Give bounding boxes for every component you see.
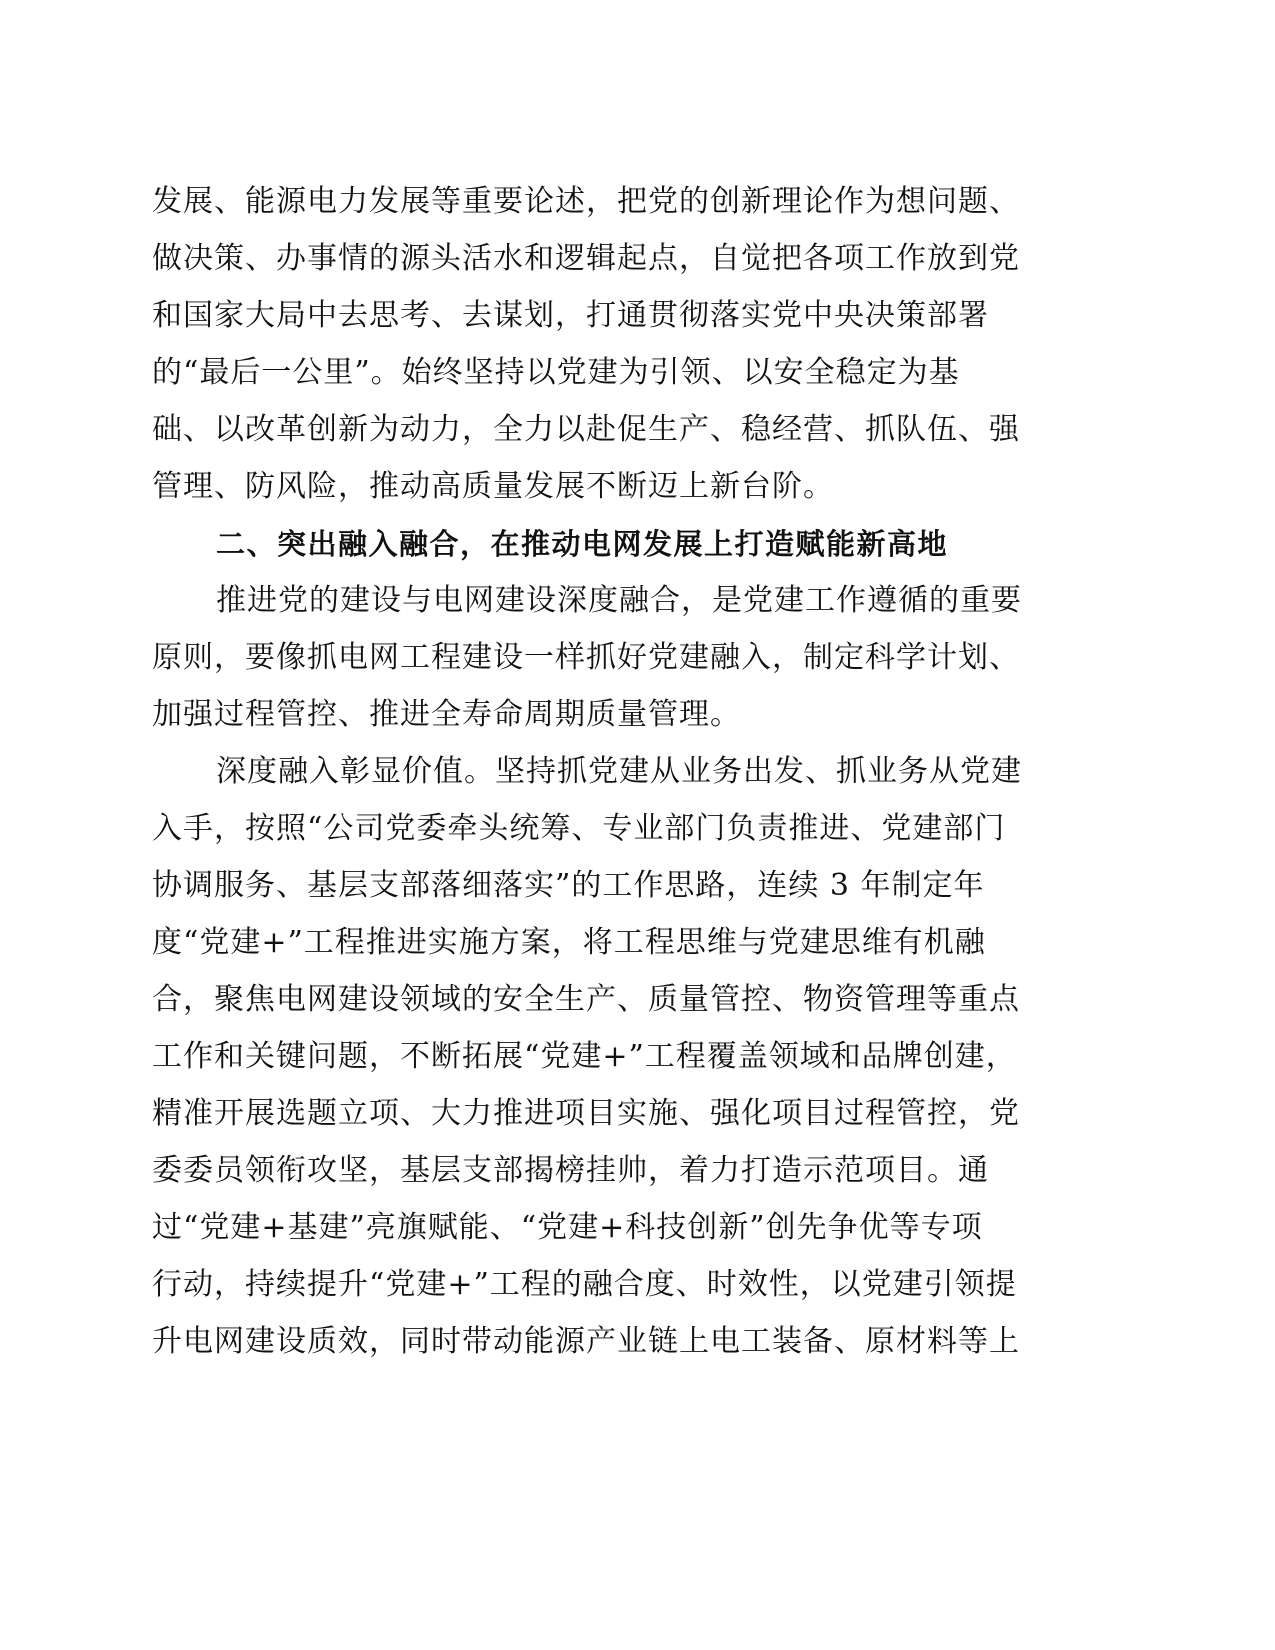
body-text-line: 原则，要像抓电网工程建设一样抓好党建融入，制定科学计划、	[152, 640, 1020, 675]
body-text-line: 合，聚焦电网建设领域的安全生产、质量管控、物资管理等重点	[152, 982, 1020, 1017]
body-text-line: 做决策、办事情的源头活水和逻辑起点，自觉把各项工作放到党	[152, 241, 1020, 276]
body-text-line: 和国家大局中去思考、去谋划，打通贯彻落实党中央决策部署	[152, 298, 989, 333]
body-text-line: 度“党建+”工程推进实施方案，将工程思维与党建思维有机融	[152, 925, 986, 960]
body-text-line: 行动，持续提升“党建+”工程的融合度、时效性，以党建引领提	[152, 1267, 1017, 1302]
body-text-line: 精准开展选题立项、大力推进项目实施、强化项目过程管控，党	[152, 1096, 1020, 1131]
body-text-line: 委委员领衔攻坚，基层支部揭榜挂帅，着力打造示范项目。通	[152, 1153, 989, 1188]
section-heading: 二、突出融入融合，在推动电网发展上打造赋能新高地	[216, 527, 949, 561]
body-text-line: 深度融入彰显价值。坚持抓党建从业务出发、抓业务从党建	[216, 754, 1022, 789]
body-text-line: 过“党建+基建”亮旗赋能、“党建+科技创新”创先争优等专项	[152, 1210, 983, 1245]
body-text-line: 推进党的建设与电网建设深度融合，是党建工作遵循的重要	[216, 583, 1022, 618]
body-text-line: 入手，按照“公司党委牵头统筹、专业部门负责推进、党建部门	[152, 811, 1006, 846]
body-text-line: 工作和关键问题，不断拓展“党建+”工程覆盖领域和品牌创建，	[152, 1039, 1017, 1074]
body-text-line: 发展、能源电力发展等重要论述，把党的创新理论作为想问题、	[152, 184, 1020, 219]
body-text-line: 加强过程管控、推进全寿命周期质量管理。	[152, 697, 741, 732]
body-text-line: 的“最后一公里”。始终坚持以党建为引领、以安全稳定为基	[152, 355, 960, 390]
body-text-line: 协调服务、基层支部落细落实”的工作思路，连续 3 年制定年	[152, 868, 985, 903]
body-text-line: 升电网建设质效，同时带动能源产业链上电工装备、原材料等上	[152, 1324, 1020, 1359]
body-text-line: 础、以改革创新为动力，全力以赴促生产、稳经营、抓队伍、强	[152, 412, 1020, 447]
body-text-line: 管理、防风险，推动高质量发展不断迈上新台阶。	[152, 469, 834, 504]
